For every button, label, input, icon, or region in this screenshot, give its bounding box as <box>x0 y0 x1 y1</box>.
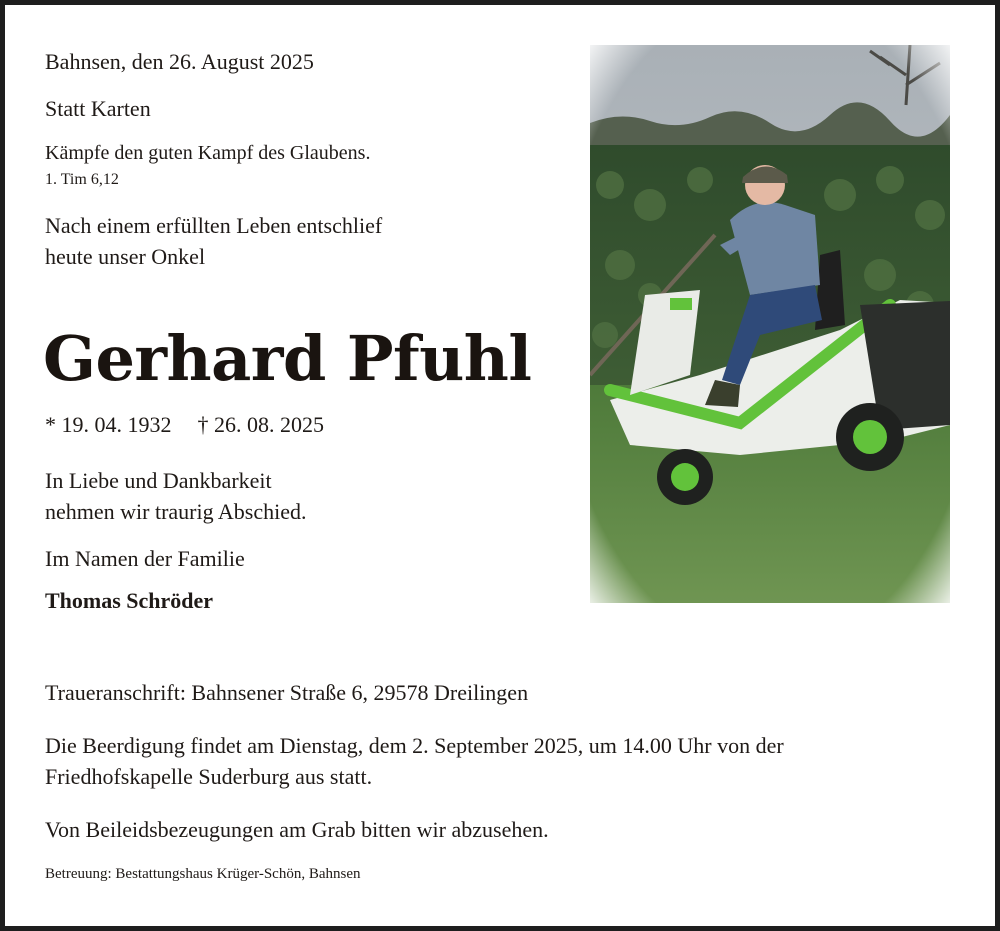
funeral-line-1: Die Beerdigung findet am Dienstag, dem 2. September 2025, um 14.00 Uhr von der <box>45 733 784 758</box>
condolence-note: Von Beileidsbezeugungen am Grab bitten wir abzusehen. <box>45 817 549 842</box>
intro-line-1: Nach einem erfüllten Leben entschlief <box>45 213 383 238</box>
place-date: Bahnsen, den 26. August 2025 <box>45 49 314 74</box>
mourning-address: Traueranschrift: Bahnsener Straße 6, 29578 Dreilingen <box>45 680 529 705</box>
death-date: † 26. 08. 2025 <box>197 412 324 437</box>
verse-reference: 1. Tim 6,12 <box>45 171 119 188</box>
birth-date: * 19. 04. 1932 <box>45 412 172 437</box>
verse-text: Kämpfe den guten Kampf des Glaubens. <box>45 142 371 164</box>
portrait-photo <box>590 45 950 603</box>
intro-line-2: heute unser Onkel <box>45 244 206 269</box>
life-dates <box>45 409 324 440</box>
deceased-name: Gerhard Pfuhl <box>43 322 532 395</box>
statt-karten: Statt Karten <box>45 96 151 121</box>
care-note: Betreuung: Bestattungshaus Krüger-Schön, Bahnsen <box>45 866 361 882</box>
signature-label: Im Namen der Familie <box>45 546 245 571</box>
farewell-line-1: In Liebe und Dankbarkeit <box>45 468 272 493</box>
farewell-line-2: nehmen wir traurig Abschied. <box>45 499 307 524</box>
signature-name: Thomas Schröder <box>45 588 214 613</box>
funeral-line-2: Friedhofskapelle Suderburg aus statt. <box>45 764 373 789</box>
